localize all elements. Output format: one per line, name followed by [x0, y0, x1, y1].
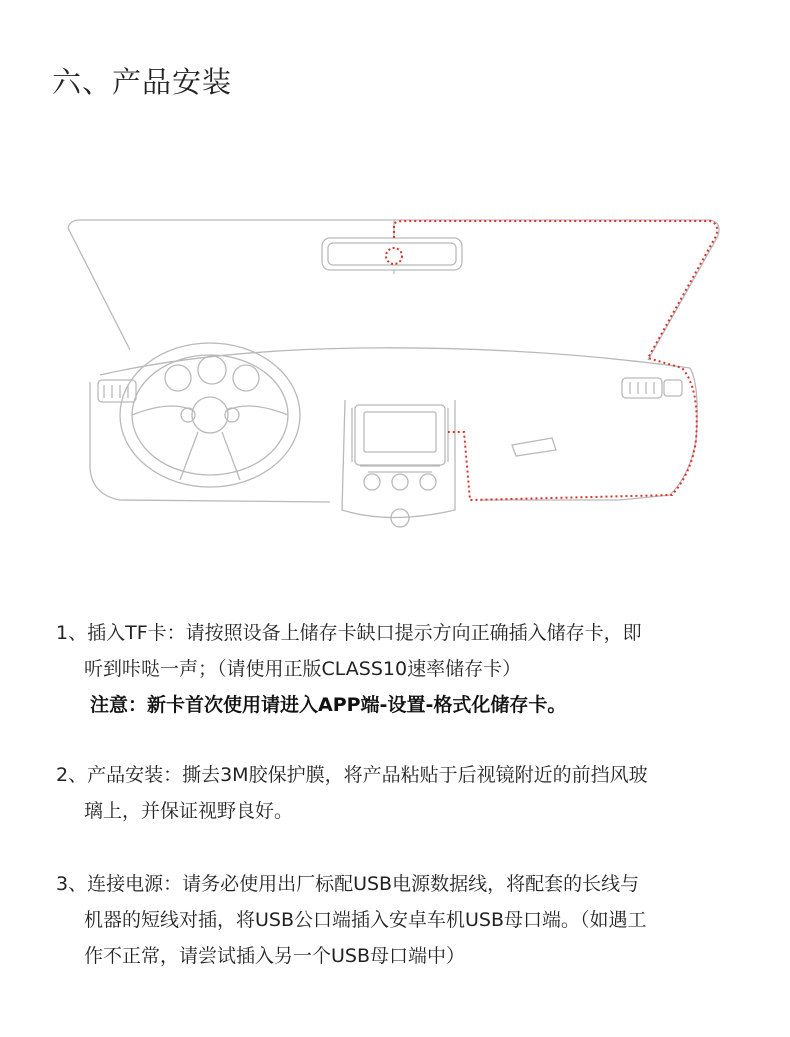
cable-route [394, 221, 717, 500]
dashcam-position [386, 248, 402, 264]
step-2 [56, 757, 756, 829]
section-title: 六、产品安装 [52, 65, 233, 99]
step-1-line1: 1、插入TF卡：请按照设备上储存卡缺口提示方向正确插入储存卡，即 [56, 622, 642, 644]
step-2-line1: 2、产品安装：撕去3M胶保护膜，将产品粘贴于后视镜附近的前挡风玻 [56, 764, 648, 786]
step-3-line3: 作不正常，请尝试插入另一个USB母口端中） [84, 945, 466, 967]
step-3-line2: 机器的短线对插，将USB公口端插入安卓车机USB母口端。（如遇工 [84, 909, 647, 931]
step-1-line2: 听到咔哒一声；（请使用正版CLASS10速率储存卡） [84, 658, 522, 680]
car-interior-illustration [60, 210, 730, 540]
step-3-line1: 3、连接电源：请务必使用出厂标配USB电源数据线，将配套的长线与 [56, 873, 640, 895]
step-2-line2: 璃上，并保证视野良好。 [84, 800, 294, 822]
dashboard-outline [68, 220, 719, 527]
step-3 [56, 866, 756, 974]
step-1 [56, 615, 756, 723]
step-1-note: 注意：新卡首次使用请进入APP端-设置-格式化储存卡。 [90, 694, 567, 716]
